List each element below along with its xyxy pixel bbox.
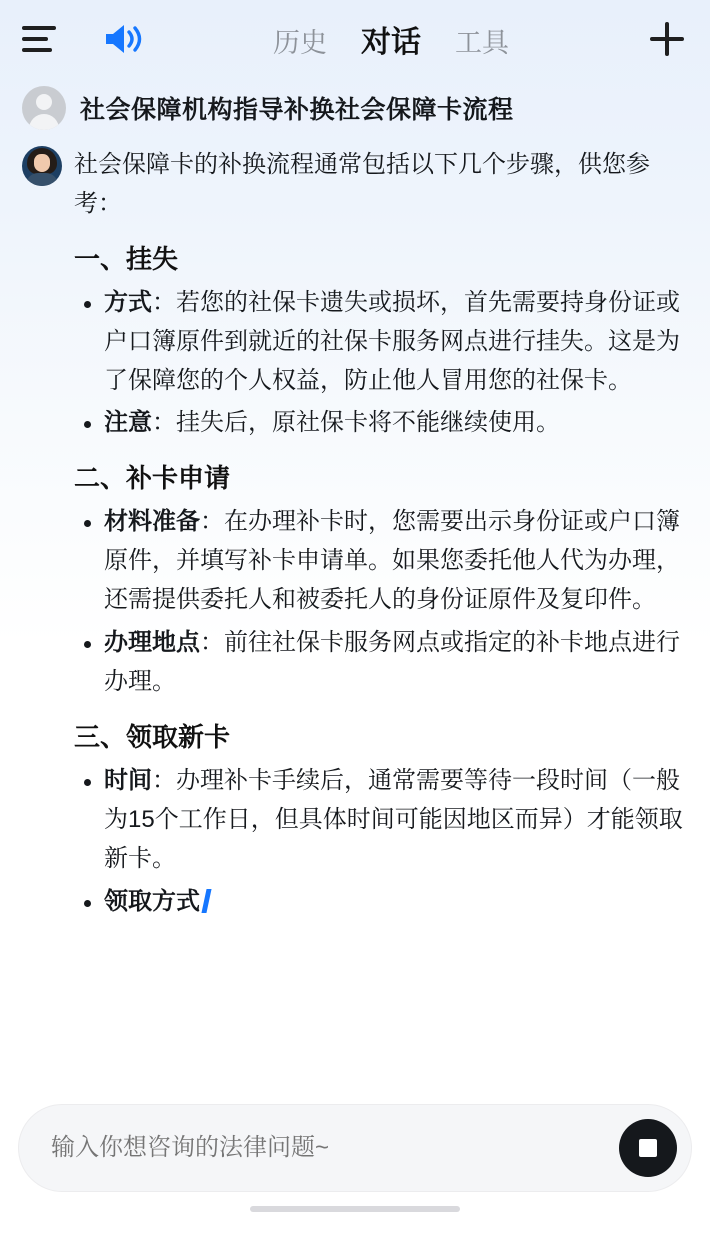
list-item	[74, 284, 686, 401]
tab-tools[interactable]: 工具	[455, 28, 509, 58]
composer-bar[interactable]	[18, 1104, 692, 1192]
hamburger-menu-icon[interactable]	[22, 24, 62, 54]
page-title: 社会保障机构指导补换社会保障卡流程	[80, 96, 514, 124]
menu-line-2	[22, 37, 48, 41]
section-list-1	[74, 284, 686, 444]
section-heading-2: 二、补卡申请	[74, 463, 231, 494]
section-list-3	[74, 762, 686, 922]
tab-conversation[interactable]: 对话	[361, 26, 421, 59]
conversation-area[interactable]	[0, 78, 710, 1094]
item-text: 若您的社保卡遗失或损坏，首先需要持身份证或户口簿原件到就近的社保卡服务网点进行挂失。这是为了保障您的个人权益，防止他人冒用您的社保卡。	[104, 288, 680, 394]
conversation-title-row	[18, 78, 692, 140]
item-text: 前往社保卡服务网点或指定的补卡地点进行办理。	[104, 629, 680, 695]
item-label: 方式	[104, 288, 152, 316]
item-text: 在办理补卡时，您需要出示身份证或户口簿原件，并填写补卡申请单。如果您委托他人代为办理，还需提供委托人和被委托人的身份证原件及复印件。	[104, 508, 680, 614]
item-separator: ：	[152, 766, 176, 794]
composer-area	[0, 1094, 710, 1240]
item-label: 材料准备	[104, 508, 200, 536]
item-label: 领取方式	[104, 887, 200, 915]
menu-line-1	[22, 26, 56, 30]
list-item	[74, 503, 686, 620]
message-intro: 社会保障卡的补换流程通常包括以下几个步骤，供您参考：	[74, 151, 650, 217]
section-heading-1: 一、挂失	[74, 243, 179, 274]
item-separator: ：	[152, 288, 176, 316]
streaming-cursor	[201, 889, 211, 913]
avatar-face	[34, 154, 50, 172]
menu-line-3	[22, 48, 52, 52]
home-indicator	[250, 1206, 460, 1212]
item-separator: ：	[200, 629, 224, 657]
avatar-body	[26, 173, 58, 186]
item-label: 注意	[104, 409, 152, 437]
assistant-message	[18, 140, 692, 923]
user-avatar	[22, 86, 66, 130]
item-separator: ：	[200, 508, 224, 536]
item-label: 办理地点	[104, 629, 200, 657]
stop-square-icon[interactable]	[619, 1119, 677, 1177]
stop-square-glyph	[639, 1139, 657, 1157]
list-item	[74, 624, 686, 702]
list-item	[74, 762, 686, 879]
list-item	[74, 883, 686, 922]
item-separator: ：	[152, 409, 176, 437]
item-text: 挂失后，原社保卡将不能继续使用。	[176, 409, 560, 437]
section-heading-3: 三、领取新卡	[74, 721, 231, 752]
tab-history[interactable]: 历史	[273, 28, 327, 58]
message-input[interactable]	[49, 1133, 619, 1163]
plus-icon[interactable]	[646, 18, 688, 60]
speaker-on-icon[interactable]	[100, 19, 146, 59]
tab-bar	[146, 17, 636, 61]
top-bar	[0, 0, 710, 78]
section-list-2	[74, 503, 686, 701]
assistant-avatar	[22, 146, 62, 186]
item-text: 办理补卡手续后，通常需要等待一段时间（一般为15个工作日，但具体时间可能因地区而异）才能领取新卡。	[104, 766, 683, 872]
item-label: 时间	[104, 766, 152, 794]
list-item	[74, 404, 686, 443]
assistant-message-body	[74, 140, 692, 923]
